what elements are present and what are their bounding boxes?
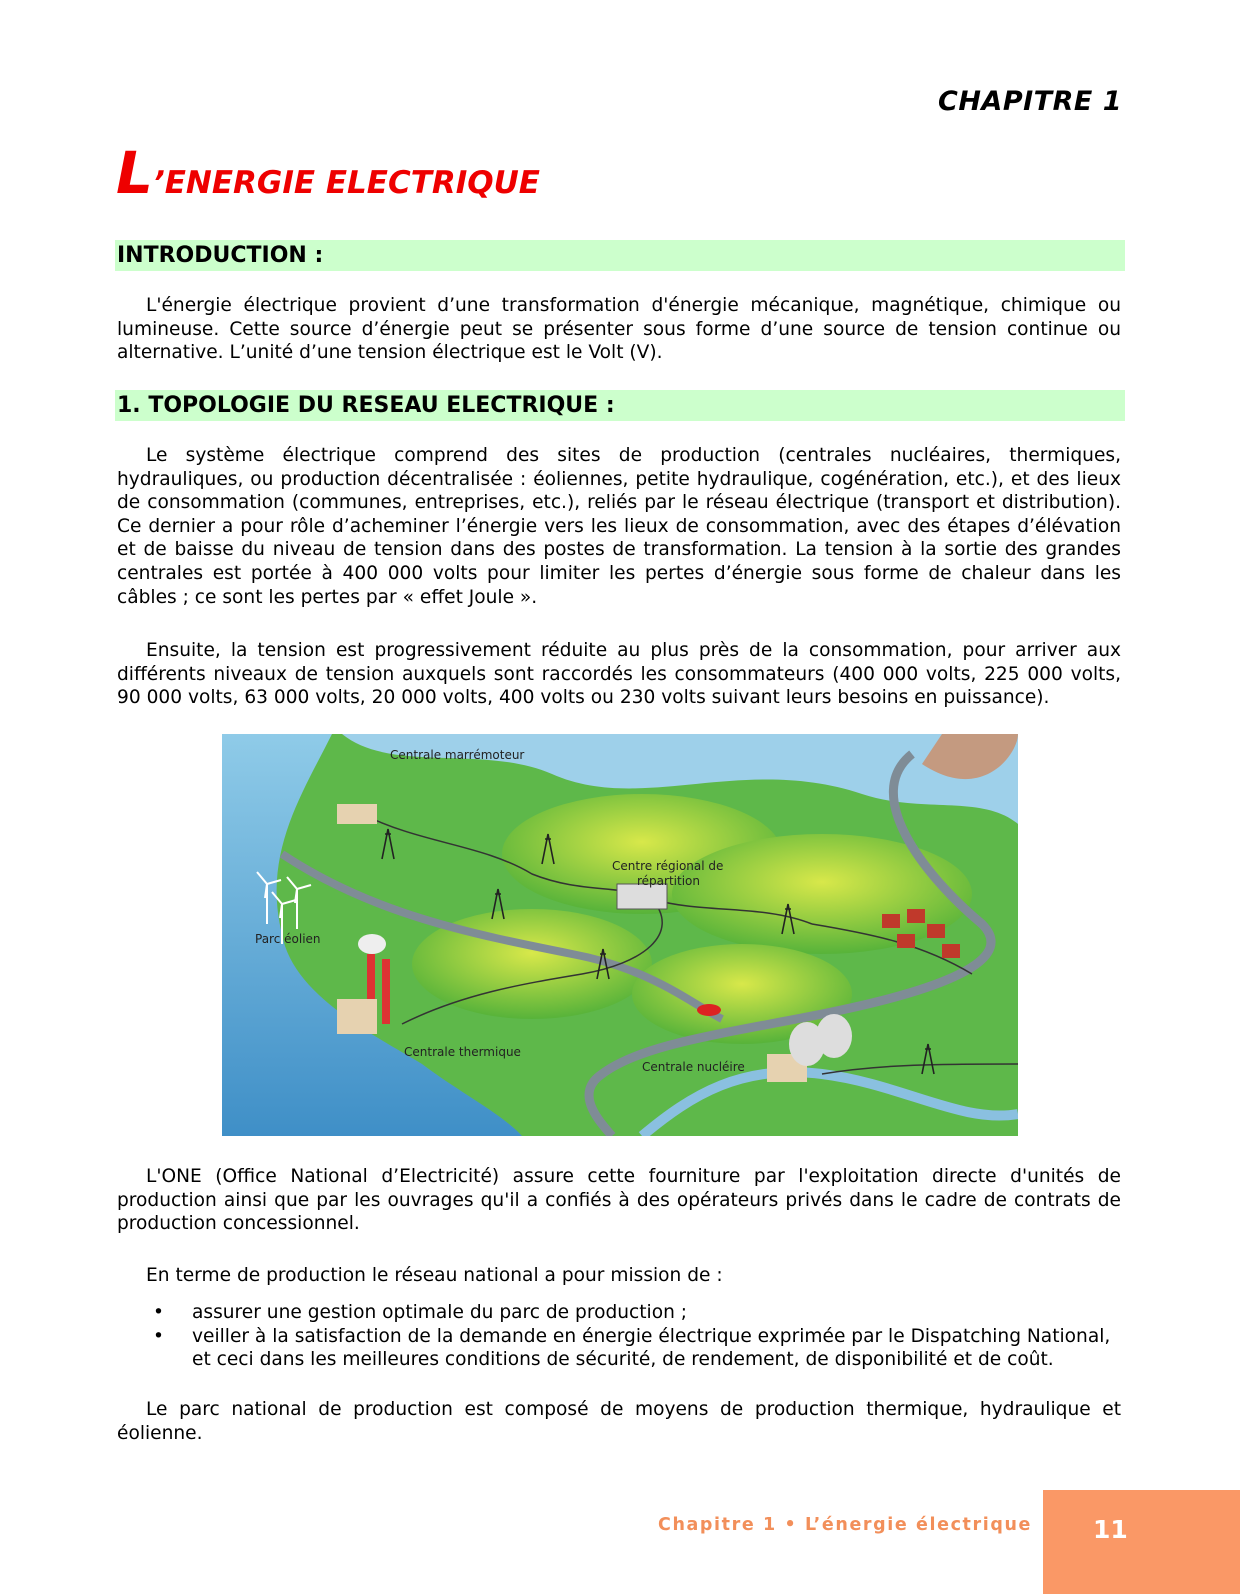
electric-network-illustration [222, 734, 1018, 1136]
intro-paragraph: L'énergie électrique provient d’une transformation d'énergie mécanique, magnétique, chimique ou lumineuse. Cette source d’énergie peut se présenter sous forme d’une source de tension continue ou alternative. L’unité d’une tension électrique est le Volt (V). [117, 295, 1121, 364]
page-title [116, 139, 540, 207]
chapter-label: CHAPITRE 1 [938, 86, 1122, 117]
tidal-plant [337, 804, 377, 824]
mission-list [117, 1301, 1123, 1372]
car [697, 1004, 721, 1016]
topology-paragraph-1: Le système électrique comprend des sites de production (centrales nucléaires, thermiques, hydrauliques, ou production décentralisée : éoliennes, petite hydraulique, cogénération, etc.), et des lieux de consommation (communes, entreprises, etc.), reliés par le réseau électrique (transport et distribution). Ce dernier a pour rôle d’acheminer l’énergie vers les lieux de consommation, avec des étapes d’élévation et de baisse du niveau de tension dans des postes de transformation. La tension à la sortie des grandes centrales est portée à 400 000 volts pour limiter les pertes d’énergie sous forme de chaleur dans les câbles ; ce sont les pertes par « effet Joule ». [117, 445, 1121, 608]
label-nuclear-plant: Centrale nucléire [642, 1060, 745, 1074]
label-tidal-plant: Centrale marrémoteur [390, 748, 525, 762]
mission-item-2 [117, 1325, 1123, 1372]
topology-paragraph-2: Ensuite, la tension est progressivement réduite au plus près de la consommation, pour arriver aux différents niveaux de tension auxquels sont raccordés les consommateurs (400 000 volts, 225 000 volts, 90 000 volts, 63 000 volts, 20 000 volts, 400 volts ou 230 volts suivant leurs besoins en puissance). [117, 640, 1121, 709]
bullet-icon: • [153, 1325, 164, 1347]
mission-intro: En terme de production le réseau national a pour mission de : [146, 1265, 723, 1286]
label-thermal-plant: Centrale thermique [404, 1045, 521, 1059]
title-rest: ’ENERGIE ELECTRIQUE [152, 165, 540, 201]
footer-chapter-text: Chapitre 1 • L’énergie électrique [658, 1515, 1032, 1535]
mission-item-text: veiller à la satisfaction de la demande en énergie électrique exprimée par le Dispatching National, et ceci dans les meilleures conditions de sécurité, de rendement, de disponibilité et de coût. [192, 1325, 1111, 1371]
intro-heading: INTRODUCTION : [115, 240, 1125, 271]
bullet-icon: • [153, 1302, 164, 1323]
label-dispatch-line2: répartition [637, 874, 700, 888]
mission-item-text: assurer une gestion optimale du parc de production ; [192, 1302, 688, 1323]
mission-item-1 [117, 1301, 1123, 1325]
one-paragraph: L'ONE (Office National d’Electricité) assure cette fourniture par l'exploitation directe d'unités de production ainsi que par les ouvrages qu'il a confiés à des opérateurs privés dans le cadre de contrats de production concessionnel. [117, 1166, 1121, 1235]
topology-heading: 1. TOPOLOGIE DU RESEAU ELECTRIQUE : [115, 390, 1125, 421]
page-number: 11 [1043, 1490, 1240, 1594]
final-paragraph: Le parc national de production est composé de moyens de production thermique, hydraulique et éolienne. [117, 1399, 1121, 1444]
label-wind-farm: Parc éolien [255, 932, 321, 946]
label-dispatch-line1: Centre régional de [612, 859, 724, 873]
title-initial: L [116, 139, 153, 207]
